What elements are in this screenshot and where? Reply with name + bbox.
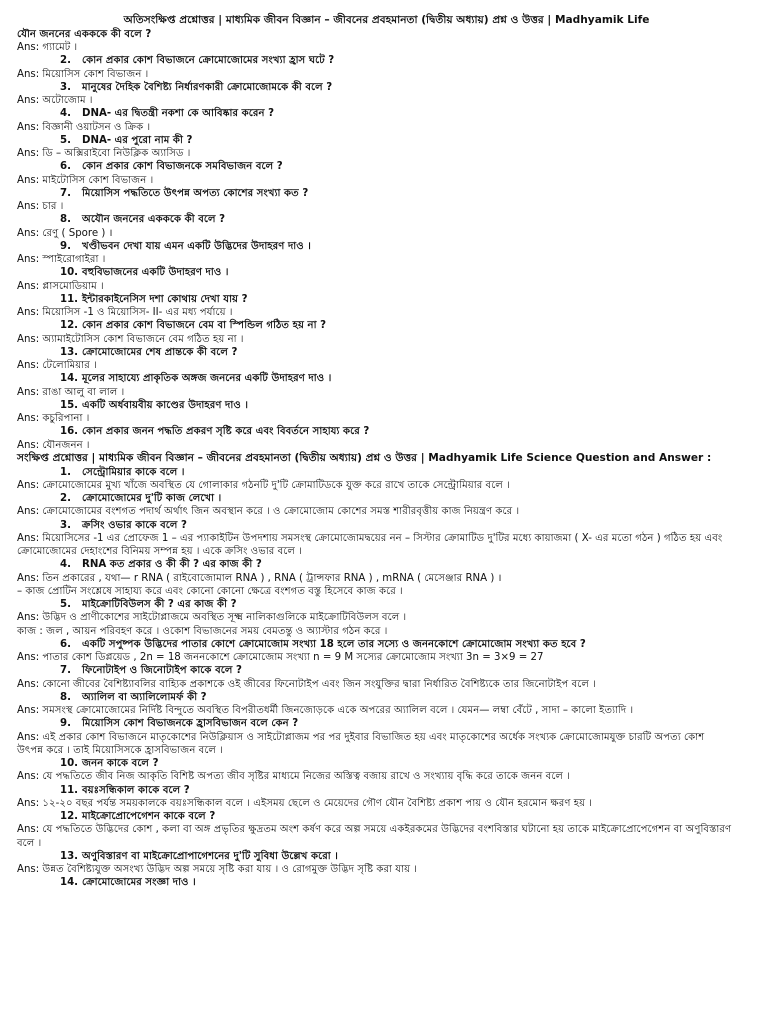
answer-text: বলে । bbox=[17, 837, 42, 849]
question-text: কোন প্রকার কোশ বিভাজনে ক্রোমোজোমের সংখ্যা হ্রাস ঘটে ? bbox=[82, 55, 335, 67]
question-text: ক্রসিং ওভার কাকে বলে ? bbox=[82, 519, 187, 531]
question-text: সেন্ট্রোমিয়ার কাকে বলে । bbox=[82, 466, 185, 478]
question-text: মানুষের দৈহিক বৈশিষ্ট্য নির্ধারণকারী ক্রোমোজোমকে কী বলে ? bbox=[82, 81, 333, 93]
answer-text: Ans: উন্নত বৈশিষ্ট্যযুক্ত অসংখ্য উদ্ভিদ অল্প সময়ে সৃষ্টি করা যায় । ও রোগমুক্ত উদ্ভিদ সৃষ্টি করা যায় । bbox=[17, 864, 417, 876]
question-number: 4. bbox=[60, 108, 71, 120]
answer-text: Ans: উদ্ভিদ ও প্রাণীকোশের সাইটোপ্লাজমে অবস্থিত সূক্ষ্ম নালিকাগুলিকে মাইক্রোটিবিউলস বলে । bbox=[17, 612, 407, 624]
answer-text: Ans: ১২-২০ বছর পর্যন্ত সময়কালকে বয়ঃসন্ধিকাল বলে । এইসময় ছেলে ও মেয়েদের গৌণ যৌন বৈশিষ্ট্য প্রকাশ পায় ও যৌন হরমোন ক্ষরণ হয় । bbox=[17, 797, 592, 809]
question-text: বয়ঃসন্ধিকাল কাকে বলে ? bbox=[82, 784, 190, 796]
question-text: কোন প্রকার কোশ বিভাজনে বেম বা স্পিন্ডিল গঠিত হয় না ? bbox=[82, 320, 327, 332]
question-text: মাইক্রোপ্রোপেগেশন কাকে বলে ? bbox=[82, 811, 216, 823]
question-item bbox=[17, 691, 756, 704]
question-number: 5. bbox=[60, 599, 71, 611]
question-text: ফিনোটাইপ ও জিনোটাইপ কাকে বলে ? bbox=[82, 665, 242, 677]
question-item bbox=[17, 850, 756, 863]
question-number: 15. bbox=[60, 399, 79, 411]
question-number: 14. bbox=[60, 373, 79, 385]
question-item bbox=[17, 319, 756, 332]
answer-text: Ans: বিজ্ঞানী ওয়াটসন ও ক্রিক । bbox=[17, 121, 151, 133]
question-number: 14. bbox=[60, 877, 79, 889]
question-item bbox=[17, 399, 756, 412]
question-item bbox=[17, 784, 756, 797]
question-item bbox=[17, 213, 756, 226]
question-number: 12. bbox=[60, 811, 79, 823]
answer-text: Ans: রেণু ( Spore ) । bbox=[17, 227, 113, 239]
answer-text: Ans: অটোজোম । bbox=[17, 95, 93, 107]
question-number: 2. bbox=[60, 493, 71, 505]
question-item bbox=[17, 638, 756, 651]
question-text: অ্যালিল বা অ্যালিলোমর্ফ কী ? bbox=[82, 691, 207, 703]
answer-text: ক্রোমোজোমের দেহাংশের বিনিময় সম্পন্ন হয় । একে ক্রসিং ওভার বলে । bbox=[17, 546, 302, 558]
section1-list bbox=[17, 54, 756, 452]
question-text: কোন প্রকার জনন পদ্ধতি প্রকরণ সৃষ্টি করে এবং বিবর্তনে সাহায্য করে ? bbox=[82, 426, 370, 438]
question-number: 16. bbox=[60, 426, 79, 438]
question-text: RNA কত প্রকার ও কী কী ? এর কাজ কী ? bbox=[82, 559, 262, 571]
question-item bbox=[17, 876, 756, 889]
section1-title: অতিসংক্ষিপ্ত প্রশ্নোত্তর | মাধ্যমিক জীবন বিজ্ঞান – জীবনের প্রবহমানতা (দ্বিতীয় অধ্যায়) প্রশ্ন ও উত্তর | Madhyamik Life bbox=[123, 14, 650, 26]
question-item bbox=[17, 558, 756, 571]
answer-text: Ans: যে পদ্ধতিতে জীব নিজ আকৃতি বিশিষ্ট অপত্য জীব সৃষ্টির মাধ্যমে নিজের অস্তিত্ব বজায় রাখে ও সংখ্যায় বৃদ্ধি করে তাকে জনন বলে । bbox=[17, 771, 570, 783]
question-item bbox=[17, 757, 756, 770]
question-item bbox=[17, 134, 756, 147]
question-number: 11. bbox=[60, 784, 79, 796]
question-text: বহুবিভাজনের একটি উদাহরণ দাও । bbox=[82, 267, 229, 279]
question-text: ক্রোমোজোমের শেষ প্রান্তকে কী বলে ? bbox=[82, 346, 238, 358]
question-number: 13. bbox=[60, 850, 79, 862]
answer-text: Ans: চার । bbox=[17, 201, 64, 213]
question-number: 12. bbox=[60, 320, 79, 332]
question-item bbox=[17, 810, 756, 823]
answer-text: Ans: টেলোমিয়ার । bbox=[17, 360, 97, 372]
answer-text: Ans: ক্রোমোজোমের বংশগত পদার্থ অর্থাৎ জিন অবস্থান করে । ও ক্রোমোজোম কোশের সমস্ত শারীরবৃত্তীয় কাজ নিয়ন্ত্রণ করে । bbox=[17, 506, 520, 518]
question-number: 9. bbox=[60, 718, 71, 730]
answer-text: Ans: মাইটোসিস কোশ বিভাজন । bbox=[17, 174, 154, 186]
question-text: একটি অর্ধবায়বীয় কাণ্ডের উদাহরণ দাও । bbox=[82, 399, 249, 411]
question-item bbox=[17, 293, 756, 306]
answer-text: Ans: স্পাইরোগাইরা । bbox=[17, 254, 106, 266]
question-number: 11. bbox=[60, 293, 79, 305]
question-item bbox=[17, 266, 756, 279]
answer-text: Ans: প্লাসমোডিয়াম । bbox=[17, 280, 104, 292]
question-item bbox=[17, 466, 756, 479]
answer-text: Ans: ক্রোমোজোমের মুখ্য খাঁজে অবস্থিত যে গোলাকার গঠনটি দু'টি ক্রোমাটিডকে যুক্ত করে রাখে তাকে সেন্ট্রোমিয়ার বলে । bbox=[17, 479, 510, 491]
question-item bbox=[17, 81, 756, 94]
question-text: অযৌন জননের একককে কী বলে ? bbox=[82, 214, 226, 226]
question-number: 6. bbox=[60, 161, 71, 173]
answer-text: Ans: মিয়োসিস কোশ বিভাজন । bbox=[17, 68, 149, 80]
section2-title: সংক্ষিপ্ত প্রশ্নোত্তর | মাধ্যমিক জীবন বিজ্ঞান – জীবনের প্রবহমানতা (দ্বিতীয় অধ্যায়) প্রশ্ন ও উত্তর | Madhyamik Life Science Question and Answer : bbox=[17, 451, 712, 464]
question-item bbox=[17, 160, 756, 173]
question-item bbox=[17, 598, 756, 611]
answer-text: Ans: সমসংস্থ ক্রোমোজোমের নির্দিষ্ট বিন্দুতে অবস্থিত বিপরীতধর্মী জিনজোড়কে একে অপরের অ্যালিল বলে । যেমন— লম্বা বেঁটে , সাদা – কালো ইত্যাদি । bbox=[17, 705, 634, 717]
intro-answer: Ans: গ্যামেট । bbox=[17, 42, 78, 54]
question-number: 3. bbox=[60, 519, 71, 531]
question-item bbox=[17, 664, 756, 677]
question-text: কোন প্রকার কোশ বিভাজনকে সমবিভাজন বলে ? bbox=[82, 161, 283, 173]
answer-text: Ans: মিয়োসিসের -1 এর প্রোফেজ 1 – এর প্যাকাইটিন উপদশায় সমসংস্থ ক্রোমোজোমদ্বয়ের নন – সিস্টার ক্রোমাটিড দু'টির মধ্যে কায়াজমা ( X- এর মতো গঠন ) গঠিত হয় এবং bbox=[17, 532, 723, 544]
question-number: 8. bbox=[60, 214, 71, 226]
answer-text: Ans: যৌনজনন । bbox=[17, 439, 90, 451]
question-number: 7. bbox=[60, 187, 71, 199]
question-text: DNA- এর দ্বিতন্ত্রী নকশা কে আবিষ্কার করেন ? bbox=[82, 108, 274, 120]
question-item bbox=[17, 240, 756, 253]
question-number: 9. bbox=[60, 240, 71, 252]
question-item bbox=[17, 372, 756, 385]
answer-text: Ans: এই প্রকার কোশ বিভাজনে মাতৃকোশের নিউক্লিয়াস ও সাইটোপ্লাজম পর পর দুইবার বিভাজিত হয় এবং মাতৃকোশের অর্ধেক সংখ্যক ক্রোমোজোমযুক্ত চারটি অপত্য কোশ bbox=[17, 731, 705, 743]
question-text: DNA- এর পুরো নাম কী ? bbox=[82, 134, 193, 146]
question-item bbox=[17, 492, 756, 505]
answer-text: Ans: পাতার কোশ ডিপ্লয়েড , 2n = 18 জননকোশে ক্রোমোজোম সংখ্যা n = 9 M সস্যের ক্রোমোজোম সংখ্যা 3n = 3×9 = 27 bbox=[17, 652, 544, 664]
answer-text: Ans: রাঙা আলু বা লাল । bbox=[17, 386, 125, 398]
answer-text: Ans: কচুরিপানা । bbox=[17, 413, 90, 425]
question-number: 6. bbox=[60, 638, 71, 650]
question-number: 2. bbox=[60, 55, 71, 67]
question-text: মিয়োসিস কোশ বিভাজনকে হ্রাসবিভাজন বলে কেন ? bbox=[82, 718, 299, 730]
question-item bbox=[17, 717, 756, 730]
question-text: খণ্ডীভবন দেখা যায় এমন একটি উদ্ভিদের উদাহরণ দাও । bbox=[82, 240, 311, 252]
answer-text: Ans: কোনো জীবের বৈশিষ্ট্যাবলির বাহ্যিক প্রকাশকে ওই জীবের ফিনোটাইপ এবং জিন সংযুক্তির দ্বারা নির্ধারিত বৈশিষ্ট্যকে তার জিনোটাইপ বলে । bbox=[17, 678, 596, 690]
question-number: 13. bbox=[60, 346, 79, 358]
question-item bbox=[17, 346, 756, 359]
question-number: 4. bbox=[60, 559, 71, 571]
question-item bbox=[17, 187, 756, 200]
answer-text: উৎপন্ন করে । তাই মিয়োসিসকে হ্রাসবিভাজন বলে । bbox=[17, 744, 223, 756]
answer-text: কাজ : জল , আয়ন পরিবহণ করে । ওকোশ বিভাজনের সময় বেমতন্তু ও অ্যাস্টার গঠন করে । bbox=[17, 625, 388, 637]
question-number: 10. bbox=[60, 267, 79, 279]
question-text: জনন কাকে বলে ? bbox=[82, 758, 159, 770]
answer-text: Ans: মিয়োসিস -1 ও মিয়োসিস- II- এর মধ্য পর্যায়ে । bbox=[17, 307, 233, 319]
answer-text: Ans: অ্যামাইটোসিস কোশ বিভাজনে বেম গঠিত হয় না । bbox=[17, 333, 244, 345]
question-text: মাইক্রোটিবিউলস কী ? এর কাজ কী ? bbox=[82, 599, 237, 611]
question-number: 8. bbox=[60, 691, 71, 703]
question-text: ক্রোমোজোমের সংজ্ঞা দাও । bbox=[82, 877, 196, 889]
section2-list bbox=[17, 466, 756, 890]
question-text: একটি সপুষ্পক উদ্ভিদের পাতার কোশে ক্রোমোজোম সংখ্যা 18 হলে তার সস্যে ও জননকোশে ক্রোমোজোম সংখ্যা কত হবে ? bbox=[82, 638, 586, 650]
question-number: 3. bbox=[60, 81, 71, 93]
question-item bbox=[17, 107, 756, 120]
question-text: ইন্টারকাইনেসিস দশা কোথায় দেখা যায় ? bbox=[82, 293, 248, 305]
question-item bbox=[17, 425, 756, 438]
question-number: 7. bbox=[60, 665, 71, 677]
question-number: 10. bbox=[60, 758, 79, 770]
answer-text: Ans: ডি – অক্সিরাইবো নিউক্লিক অ্যাসিড । bbox=[17, 148, 191, 160]
answer-text: – কাজ প্রোটিন সংশ্লেষে সাহায্য করে এবং কোনো কোনো ক্ষেত্রে বংশগত বস্তু হিসেবে কাজ করে । bbox=[17, 585, 403, 597]
question-number: 5. bbox=[60, 134, 71, 146]
question-text: মিয়োসিস পদ্ধতিতে উৎপন্ন অপত্য কোশের সংখ্যা কত ? bbox=[82, 187, 309, 199]
question-item bbox=[17, 54, 756, 67]
question-text: মূলের সাহায্যে প্রাকৃতিক অঙ্গজ জননের একটি উদাহরণ দাও । bbox=[82, 373, 332, 385]
question-text: ক্রোমোজোমের দু'টি কাজ লেখো । bbox=[82, 493, 222, 505]
answer-text: Ans: তিন প্রকারের , যথা— r RNA ( রাইবোজোমাল RNA ) , RNA ( ট্রান্সফার RNA ) , mRNA ( মেসেঞ্জার RNA ) । bbox=[17, 572, 502, 584]
question-text: অণুবিস্তারণ বা মাইক্রোপ্রোপাগেশনের দু'টি সুবিধা উল্লেখ করো । bbox=[82, 850, 338, 862]
answer-text: Ans: যে পদ্ধতিতে উদ্ভিদের কোশ , কলা বা অঙ্গ প্রভৃতির ক্ষুদ্রতম অংশ কর্ষণ করে অল্প সময়ে একইরকমের উদ্ভিদের বংশবিস্তার ঘটানো হয় তাকে মাইক্রোপ্রোপেগেশন বা অণুবিস্তারণ bbox=[17, 824, 732, 836]
question-number: 1. bbox=[60, 466, 71, 478]
question-item bbox=[17, 519, 756, 532]
intro-question: যৌন জননের একককে কী বলে ? bbox=[17, 28, 152, 40]
